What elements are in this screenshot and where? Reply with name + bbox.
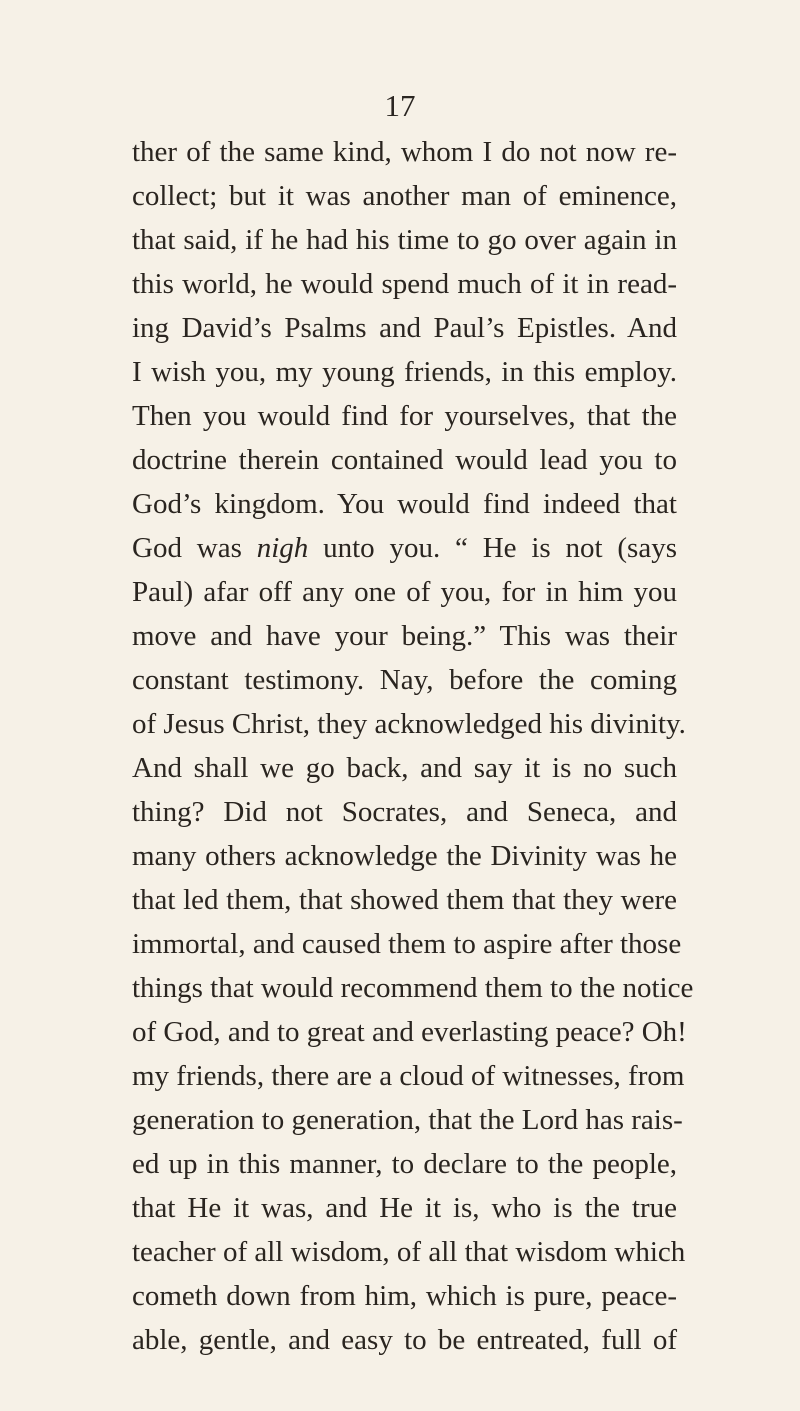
text-line: of God, and to great and everlasting peace? Oh! bbox=[132, 1016, 687, 1048]
text-segment: unto you. “ He is not (says bbox=[308, 532, 677, 564]
text-line: generation to generation, that the Lord has rais- bbox=[132, 1104, 683, 1136]
text-line: I wish you, my young friends, in this employ. bbox=[132, 356, 677, 388]
text-line: move and have your being.” This was their bbox=[132, 620, 677, 652]
text-line bbox=[132, 526, 677, 571]
text-line: things that would recommend them to the notice bbox=[132, 972, 694, 1004]
text-line: collect; but it was another man of eminence, bbox=[132, 180, 677, 212]
page-number: 17 bbox=[384, 88, 416, 123]
text-line: teacher of all wisdom, of all that wisdom which bbox=[132, 1236, 686, 1268]
text-line: Paul) afar off any one of you, for in him you bbox=[132, 576, 677, 608]
text-line: many others acknowledge the Divinity was he bbox=[132, 840, 677, 872]
text-line: that said, if he had his time to go over again in bbox=[132, 224, 677, 256]
text-line: that led them, that showed them that they were bbox=[132, 884, 677, 916]
text-line: cometh down from him, which is pure, peace- bbox=[132, 1280, 677, 1312]
text-line: that He it was, and He it is, who is the true bbox=[132, 1192, 677, 1224]
text-line: my friends, there are a cloud of witnesses, from bbox=[132, 1060, 685, 1092]
text-line: constant testimony. Nay, before the coming bbox=[132, 664, 677, 696]
text-line: thing? Did not Socrates, and Seneca, and bbox=[132, 796, 677, 828]
text-line: ing David’s Psalms and Paul’s Epistles. And bbox=[132, 312, 677, 344]
text-line: Then you would find for yourselves, that the bbox=[132, 400, 677, 432]
text-line: this world, he would spend much of it in read- bbox=[132, 268, 677, 300]
text-line: God’s kingdom. You would find indeed that bbox=[132, 488, 677, 520]
italic-word: nigh bbox=[256, 532, 309, 564]
text-line: And shall we go back, and say it is no such bbox=[132, 752, 677, 784]
text-line: immortal, and caused them to aspire after those bbox=[132, 928, 682, 960]
text-segment: God was bbox=[132, 532, 257, 564]
text-line: doctrine therein contained would lead you to bbox=[132, 444, 677, 476]
text-line: able, gentle, and easy to be entreated, full of bbox=[132, 1324, 677, 1356]
text-line: ed up in this manner, to declare to the people, bbox=[132, 1148, 677, 1180]
text-line: of Jesus Christ, they acknowledged his divinity. bbox=[132, 708, 686, 740]
text-line: ther of the same kind, whom I do not now re- bbox=[132, 136, 677, 168]
